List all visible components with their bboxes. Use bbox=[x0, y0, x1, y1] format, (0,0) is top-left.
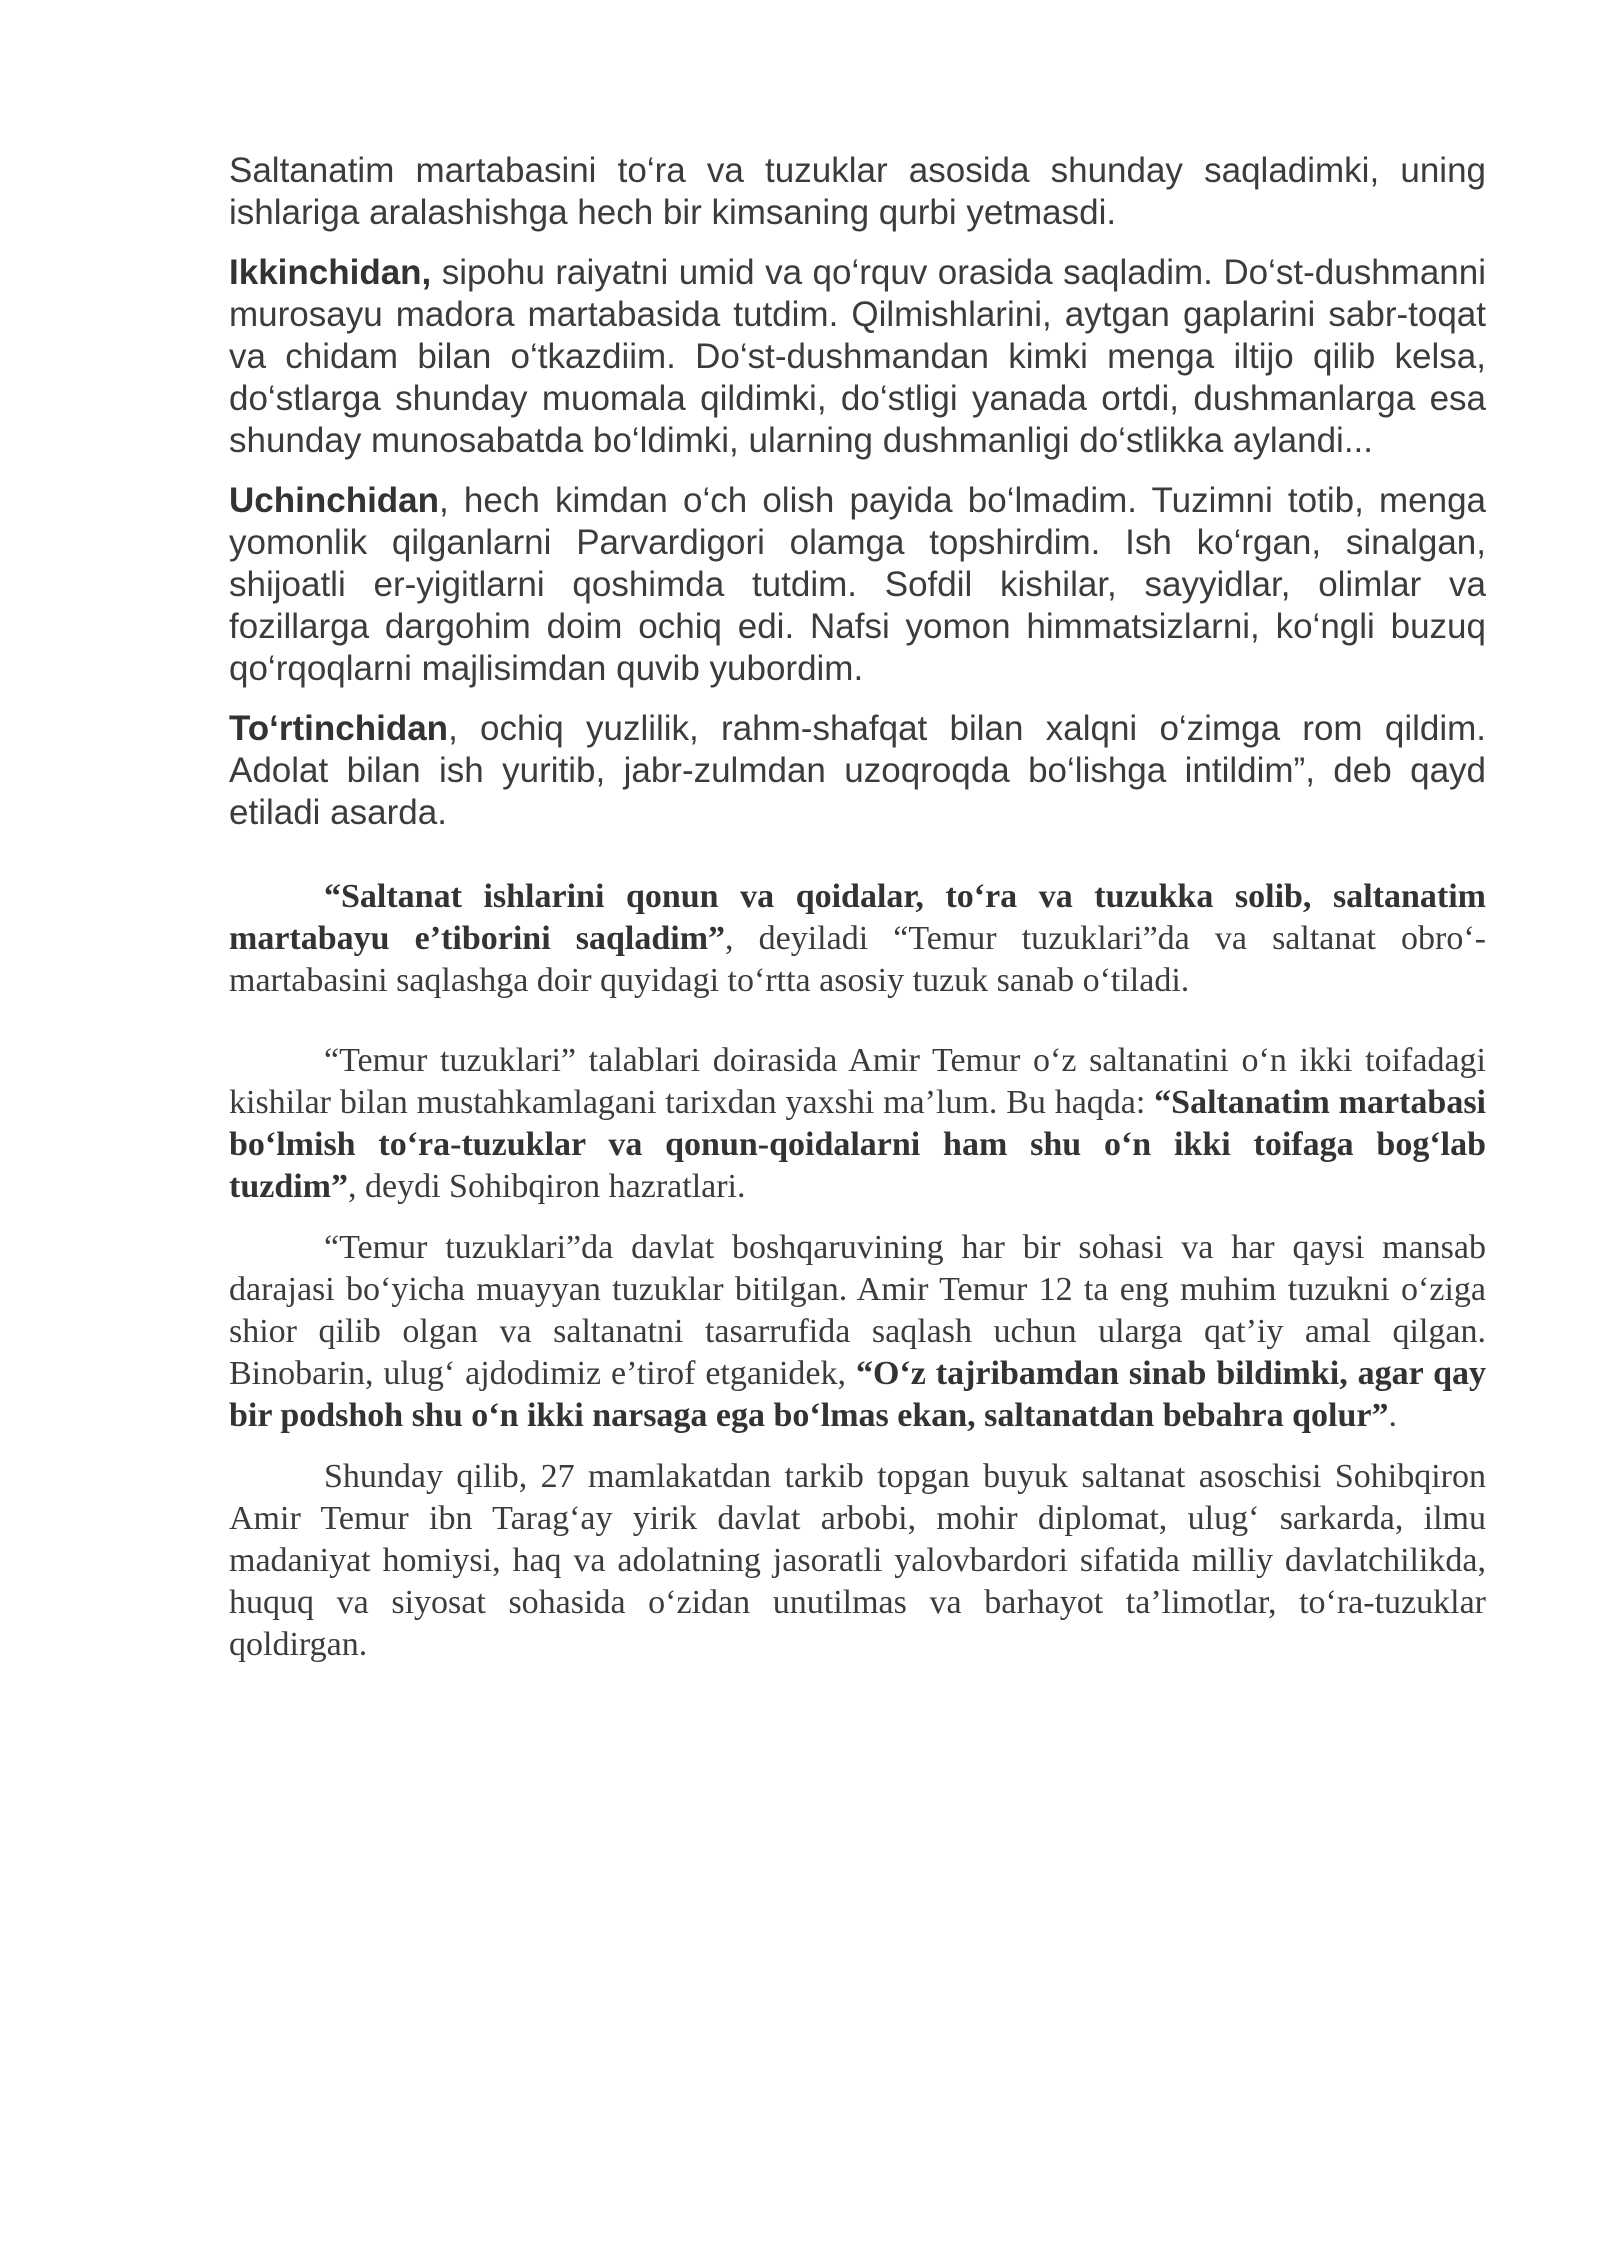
serif-paragraph-2 bbox=[229, 1040, 1486, 1208]
serif-paragraph-3 bbox=[229, 1227, 1486, 1437]
sans-paragraph-4 bbox=[229, 708, 1486, 834]
serif-paragraph-1 bbox=[229, 876, 1486, 1002]
paragraph-lead: Uchinchidan bbox=[229, 481, 440, 520]
sans-paragraph-2 bbox=[229, 252, 1486, 462]
paragraph-quote: “Saltanat ishlarini qonun va qoidalar, to‘ra va tuzukka solib, saltanatim martabayu e’tiborini saqladim” bbox=[229, 878, 1486, 957]
paragraph-text-after: , deyiladi “Temur tuzuklari”da va saltanat obro‘-martabasini saqlashga doir quyidagi to‘rtta asosiy tuzuk sanab o‘tiladi. bbox=[229, 920, 1486, 999]
paragraph-text: sipohu raiyatni umid va qo‘rquv orasida saqladim. Do‘st-dushmanni murosayu madora martabasida tutdim. Qilmishlarini, aytgan gaplarini sabr-toqat va chidam bilan o‘tkazdiim. Do‘st-dushmandan kimki menga iltijo qilib kelsa, do‘stlarga shunday muomala qildimki, do‘stligi yanada ortdi, dushmanlarga esa shunday munosabatda bo‘ldimki, ularning dushmanligi do‘stlikka aylandi... bbox=[229, 253, 1486, 460]
paragraph-text: , ochiq yuzlilik, rahm-shafqat bilan xalqni o‘zimga rom qildim. Adolat bilan ish yuritib, jabr-zulmdan uzoqroqda bo‘lishga intildim”, deb qayd etiladi asarda. bbox=[229, 709, 1486, 832]
paragraph-text-after: . bbox=[1388, 1397, 1397, 1434]
paragraph-quote: “Saltanatim martabasi bo‘lmish to‘ra-tuzuklar va qonun-qoidalarni ham shu o‘n ikki toifaga bog‘lab tuzdim” bbox=[229, 1084, 1487, 1205]
paragraph-text-after: , deydi Sohibqiron hazratlari. bbox=[348, 1168, 746, 1205]
paragraph-text: , hech kimdan o‘ch olish payida bo‘lmadim. Tuzimni totib, menga yomonlik qilganlarni Parvardigori olamga topshirdim. Ish ko‘rgan, sinalgan, shijoatli er-yigitlarni qoshimda tutdim. Sofdil kishilar, sayyidlar, olimlar va fozillarga dargohim doim ochiq edi. Nafsi yomon himmatsizlarni, ko‘ngli buzuq qo‘rqoqlarni majlisimdan quvib yubordim. bbox=[229, 481, 1486, 688]
paragraph-lead: To‘rtinchidan bbox=[229, 709, 449, 748]
paragraph-text-before: Shunday qilib, 27 mamlakatdan tarkib topgan buyuk saltanat asoschisi Sohibqiron Amir Temur ibn Tarag‘ay yirik davlat arbobi, mohir diplomat, ulug‘ sarkarda, ilmu madaniyat homiysi, haq va adolatning jasoratli yalovbardori sifatida milliy davlatchilikda, huquq va siyosat sohasida o‘zidan unutilmas va barhayot ta’limotlar, to‘ra-tuzuklar qoldirgan. bbox=[229, 1458, 1486, 1663]
paragraph-text-before: “Temur tuzuklari”da davlat boshqaruvining har bir sohasi va har qaysi mansab darajasi bo‘yicha muayyan tuzuklar bitilgan. Amir Temur 12 ta eng muhim tuzukni o‘ziga shior qilib olgan va saltanatni tasarrufida saqlash uchun ularga qat’iy amal qilgan. Binobarin, ulug‘ ajdodimiz e’tirof etganidek, bbox=[229, 1229, 1486, 1392]
paragraph-text: Saltanatim martabasini to‘ra va tuzuklar asosida shunday saqladimki, uning ishlariga aralashishga hech bir kimsaning qurbi yetmasdi. bbox=[229, 151, 1486, 232]
paragraph-lead: Ikkinchidan, bbox=[229, 253, 432, 292]
sans-paragraph-1 bbox=[229, 150, 1486, 234]
paragraph-text-before: “Temur tuzuklari” talablari doirasida Amir Temur o‘z saltanatini o‘n ikki toifadagi kishilar bilan mustahkamlagani tarixdan yaxshi ma’lum. Bu haqda: bbox=[229, 1042, 1486, 1121]
sans-paragraph-3 bbox=[229, 480, 1486, 690]
document-page bbox=[229, 150, 1486, 1685]
serif-paragraph-4 bbox=[229, 1456, 1486, 1666]
paragraph-quote: “O‘z tajribamdan sinab bildimki, agar qay bir podshoh shu o‘n ikki narsaga ega bo‘lmas ekan, saltanatdan bebahra qolur” bbox=[229, 1355, 1486, 1434]
